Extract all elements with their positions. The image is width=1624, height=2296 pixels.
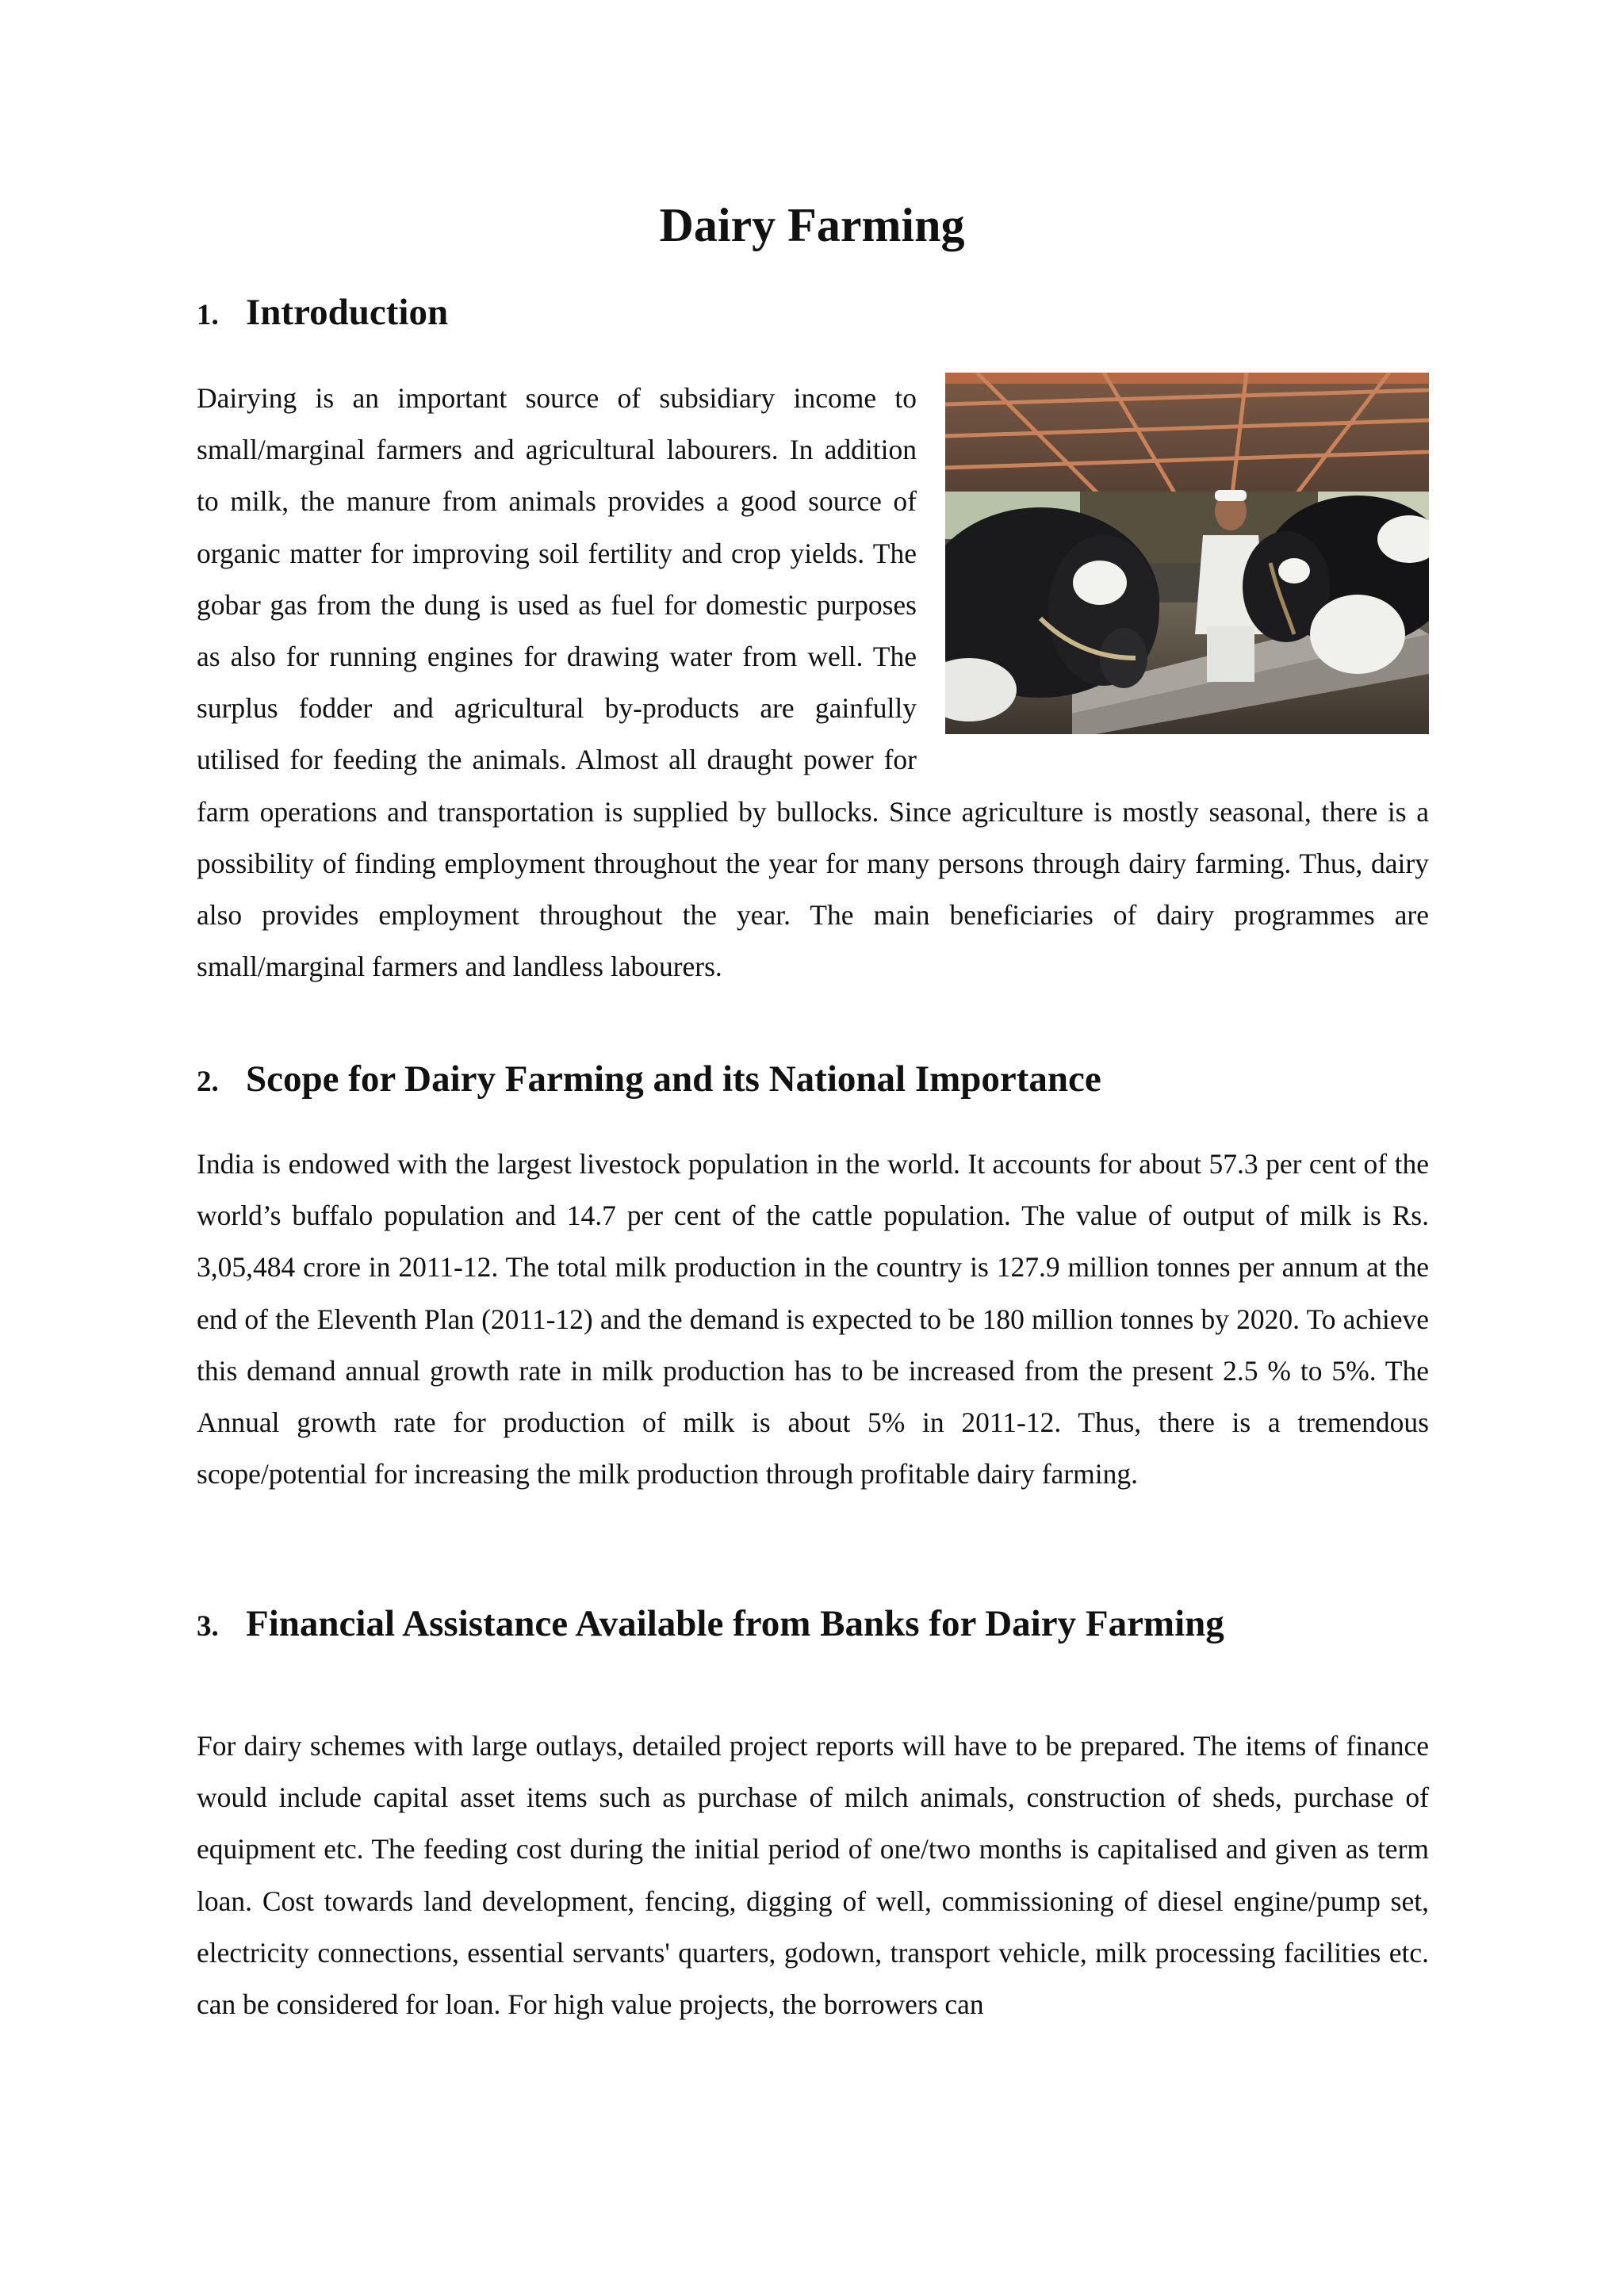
section-financial-assistance-body: For dairy schemes with large outlays, detailed project reports will have to be prepared. The items of finance would include capital asset items such as purchase of milch animals, construction of sheds, purchase of equipment etc. The feeding cost during the initial period of one/two months is capitalised and given as term loan. Cost towards land development, fencing, digging of well, commissioning of diesel engine/pump set, electricity connections, essential servants' quarters, godown, transport vehicle, milk processing facilities etc. can be considered for loan. For high value projects, the borrowers can <box>197 1730 1429 2021</box>
section-number: 2. <box>197 1066 219 1098</box>
section-title: Introduction <box>246 292 449 333</box>
section-number: 3. <box>197 1610 219 1643</box>
section-heading-introduction <box>197 289 448 339</box>
section-introduction-text: Dairying is an important source of subsidiary income to small/marginal farmers and agricultural labourers. In addition to milk, the manure from animals provides a good source of organic matter for improving soil fertility and crop yields. The gobar gas from the dung is used as fuel for domestic purposes as also for running engines for drawing water from well. The surplus fodder and agricultural by-products are gainfully utilised for feeding the animals. Almost all draught power for farm operations and transportation is supplied by bullocks. Since agriculture is mostly seasonal, there is a possibility of finding employment throughout the year for many persons through dairy farming. Thus, dairy also provides employment throughout the year. The main beneficiaries of dairy programmes are small/marginal farmers and landless labourers. <box>197 382 1429 983</box>
section-number: 1. <box>197 299 219 331</box>
section-introduction-body <box>197 373 1429 993</box>
document-title: Dairy Farming <box>659 199 965 251</box>
section-title: Scope for Dairy Farming and its National Importance <box>246 1058 1101 1100</box>
section-title: Financial Assistance Available from Banks for Dairy Farming <box>246 1603 1224 1644</box>
section-scope-body: India is endowed with the largest livestock population in the world. It accounts for about 57.3 per cent of the world’s buffalo population and 14.7 per cent of the cattle population. The value of output of milk is Rs. 3,05,484 crore in 2011-12. The total milk production in the country is 127.9 million tonnes per annum at the end of the Eleventh Plan (2011-12) and the demand is expected to be 180 million tonnes by 2020. To achieve this demand annual growth rate in milk production has to be increased from the present 2.5 % to 5%. The Annual growth rate for production of milk is about 5% in 2011-12. Thus, there is a tremendous scope/potential for increasing the milk production through profitable dairy farming. <box>197 1148 1429 1490</box>
dairy-farm-photo <box>945 373 1429 734</box>
section-heading-financial-assistance <box>197 1600 1224 1651</box>
section-heading-scope <box>197 1055 1101 1106</box>
